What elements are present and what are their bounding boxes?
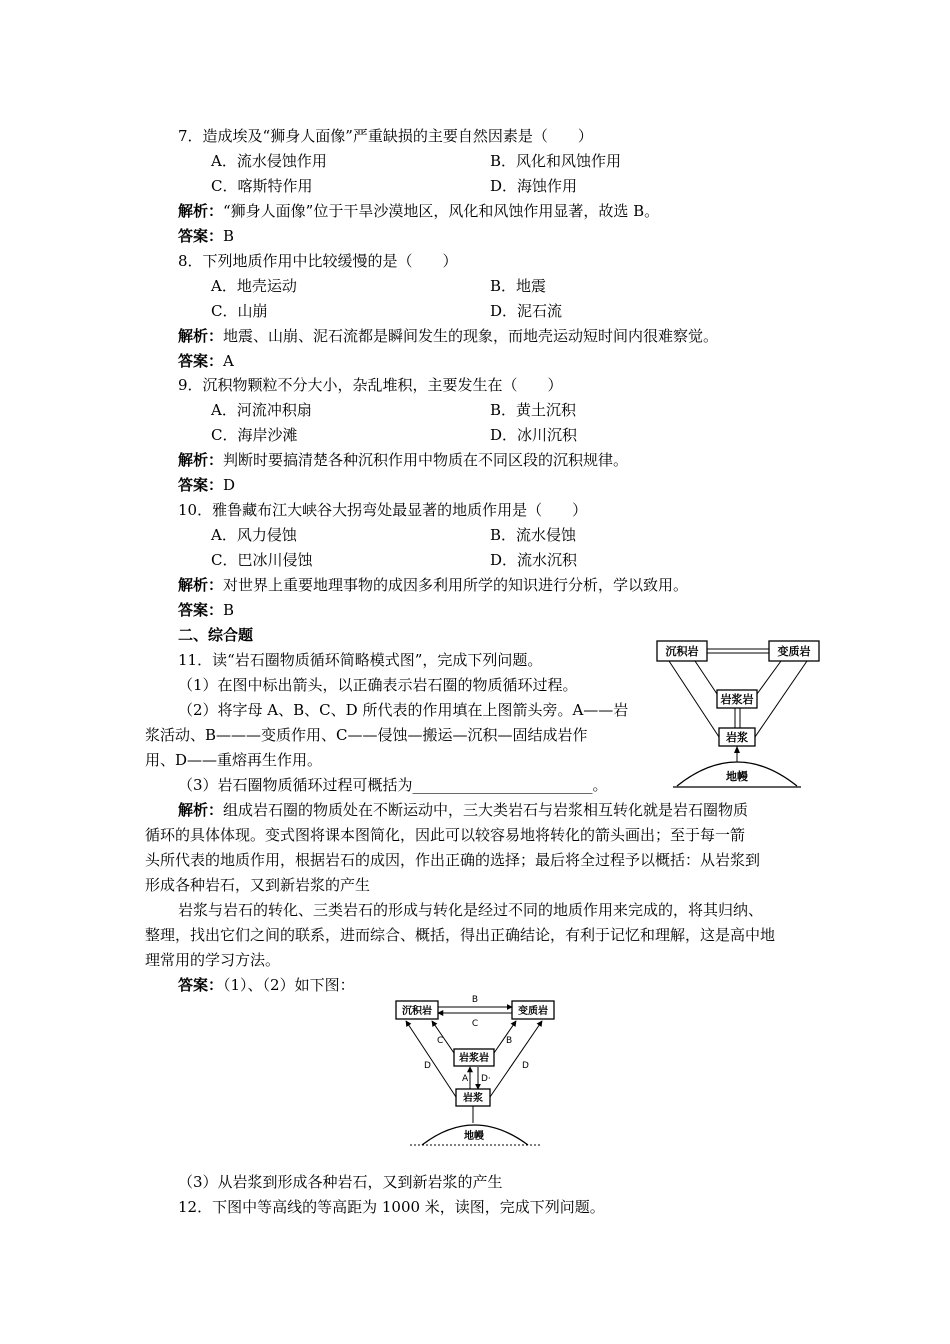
answer-label: 答案： <box>178 976 224 994</box>
label-d-center: D· <box>481 1074 491 1084</box>
q8-option-c[interactable]: C．山崩 <box>211 302 268 320</box>
q7-option-b[interactable]: B．风化和风蚀作用 <box>490 152 622 170</box>
q10-option-d[interactable]: D．流水沉积 <box>490 551 578 569</box>
analysis-text: 对世界上重要地理事物的成因多利用所学的知识进行分析，学以致用。 <box>223 576 689 594</box>
left-inner-line <box>695 661 717 694</box>
q11-part2-line2: 浆活动、B———变质作用、C——侵蚀—搬运—沉积—固结成岩作 <box>145 726 588 744</box>
q9-stem: 9．沉积物颗粒不分大小，杂乱堆积，主要发生在（ ） <box>178 376 563 394</box>
q10-option-a[interactable]: A．风力侵蚀 <box>211 526 297 544</box>
label-b-right: B <box>506 1036 513 1046</box>
igneous-label: 岩浆岩 <box>459 1053 489 1064</box>
q12-stem: 12．下图中等高线的等高距为 1000 米，读图，完成下列问题。 <box>178 1198 605 1216</box>
q8-option-d[interactable]: D．泥石流 <box>490 302 563 320</box>
q10-answer <box>178 600 234 620</box>
q9-answer <box>178 475 235 495</box>
q7-answer <box>178 226 234 246</box>
q11-part2-line1: （2）将字母 A、B、C、D 所代表的作用填在上图箭头旁。A——岩 <box>178 701 629 719</box>
mantle-label: 地幔 <box>726 770 748 783</box>
magma-label: 岩浆 <box>463 1093 483 1104</box>
analysis-text: 组成岩石圈的物质处在不断运动中，三大类岩石与岩浆相互转化就是岩石圈物质 <box>223 801 749 819</box>
q11-extra-line2: 整理，找出它们之间的联系，进而综合、概括，得出正确结论，有利于记忆和理解，这是高中地 <box>145 926 776 944</box>
analysis-text: “狮身人面像”位于干旱沙漠地区，风化和风蚀作用显著，故选 B。 <box>223 202 660 220</box>
label-c-top: C <box>471 1019 479 1029</box>
q11-stem: 11．读“岩石圈物质循环简略模式图”，完成下列问题。 <box>178 651 543 669</box>
answer-label: 答案： <box>178 601 224 619</box>
answer-value: B <box>223 601 235 619</box>
q11-part1: （1）在图中标出箭头，以正确表示岩石圈的物质循环过程。 <box>178 676 578 694</box>
arrow-d-left <box>406 1021 456 1097</box>
answer-label: 答案： <box>178 476 224 494</box>
right-diagonal <box>755 661 807 737</box>
right-inner-line <box>757 661 781 694</box>
analysis-label: 解析： <box>178 801 224 819</box>
q8-option-a[interactable]: A．地壳运动 <box>211 277 297 295</box>
q7-option-c[interactable]: C．喀斯特作用 <box>211 177 313 195</box>
analysis-label: 解析： <box>178 202 224 220</box>
answer-value: D <box>223 476 236 494</box>
q11-analysis-line2: 循环的具体体现。变式图将课本图简化，因此可以较容易地将转化的箭头画出；至于每一箭 <box>145 826 746 844</box>
analysis-label: 解析： <box>178 451 224 469</box>
q11-part2-line3: 用、D——重熔再生作用。 <box>145 751 323 769</box>
arrow-up-icon <box>734 746 740 753</box>
section-heading: 二、综合题 <box>178 626 254 644</box>
q9-option-b[interactable]: B．黄土沉积 <box>490 401 577 419</box>
answer-value: A <box>223 352 234 370</box>
magma-label: 岩浆 <box>726 731 748 744</box>
answer-value: B <box>223 227 235 245</box>
q11-analysis-line4: 形成各种岩石，又到新岩浆的产生 <box>145 876 371 894</box>
analysis-text: 地震、山崩、泥石流都是瞬间发生的现象，而地壳运动短时间内很难察觉。 <box>223 327 719 345</box>
q8-option-b[interactable]: B．地震 <box>490 277 547 295</box>
arrow-d-right <box>490 1021 542 1097</box>
q11-analysis-line3: 头所代表的地质作用，根据岩石的成因，作出正确的选择；最后将全过程予以概括：从岩浆到 <box>145 851 761 869</box>
q10-option-b[interactable]: B．流水侵蚀 <box>490 526 577 544</box>
analysis-text: 判断时要搞清楚各种沉积作用中物质在不同区段的沉积规律。 <box>223 451 629 469</box>
q9-option-a[interactable]: A．河流冲积扇 <box>211 401 312 419</box>
q8-answer <box>178 351 234 371</box>
q10-analysis <box>178 575 688 595</box>
label-d-left: D <box>424 1061 431 1071</box>
rock-cycle-answer-diagram <box>392 993 557 1151</box>
metamorphic-label: 变质岩 <box>518 1006 548 1017</box>
analysis-label: 解析： <box>178 576 224 594</box>
q8-stem: 8．下列地质作用中比较缓慢的是（ ） <box>178 252 458 270</box>
answer-text: （1）、（2）如下图： <box>223 976 355 994</box>
label-d-right: D <box>522 1061 529 1071</box>
sedimentary-label: 沉积岩 <box>665 645 699 658</box>
q7-option-a[interactable]: A．流水侵蚀作用 <box>211 152 327 170</box>
analysis-label: 解析： <box>178 327 224 345</box>
q8-analysis <box>178 326 718 346</box>
answer-label: 答案： <box>178 227 224 245</box>
rock-cycle-diagram <box>655 638 820 793</box>
q7-option-d[interactable]: D．海蚀作用 <box>490 177 578 195</box>
igneous-label: 岩浆岩 <box>720 693 754 706</box>
left-diagonal <box>669 661 719 737</box>
mantle-label: 地幔 <box>464 1131 484 1142</box>
q11-part3: （3）岩石圈物质循环过程可概括为________________________。 <box>178 776 608 794</box>
label-c-left: C <box>437 1036 444 1046</box>
q11-answer3: （3）从岩浆到形成各种岩石，又到新岩浆的产生 <box>178 1173 503 1191</box>
q11-answer-intro <box>178 975 355 995</box>
q7-stem: 7．造成埃及“狮身人面像”严重缺损的主要自然因素是（ ） <box>178 127 593 145</box>
q7-analysis <box>178 201 659 221</box>
q10-stem: 10．雅鲁藏布江大峡谷大拐弯处最显著的地质作用是（ ） <box>178 501 588 519</box>
label-b-top: B <box>471 995 479 1005</box>
q10-option-c[interactable]: C．巴冰川侵蚀 <box>211 551 313 569</box>
q9-option-c[interactable]: C．海岸沙滩 <box>211 426 298 444</box>
q11-extra-line3: 理常用的学习方法。 <box>145 951 281 969</box>
arrow-b-right <box>494 1021 516 1053</box>
label-a: A <box>462 1074 469 1084</box>
q9-analysis <box>178 450 628 470</box>
sedimentary-label: 沉积岩 <box>402 1006 432 1017</box>
answer-label: 答案： <box>178 352 224 370</box>
q11-analysis-line1 <box>178 800 748 820</box>
metamorphic-label: 变质岩 <box>777 645 811 658</box>
q11-extra-line1: 岩浆与岩石的转化、三类岩石的形成与转化是经过不同的地质作用来完成的，将其归纳、 <box>178 901 764 919</box>
q9-option-d[interactable]: D．冰川沉积 <box>490 426 578 444</box>
